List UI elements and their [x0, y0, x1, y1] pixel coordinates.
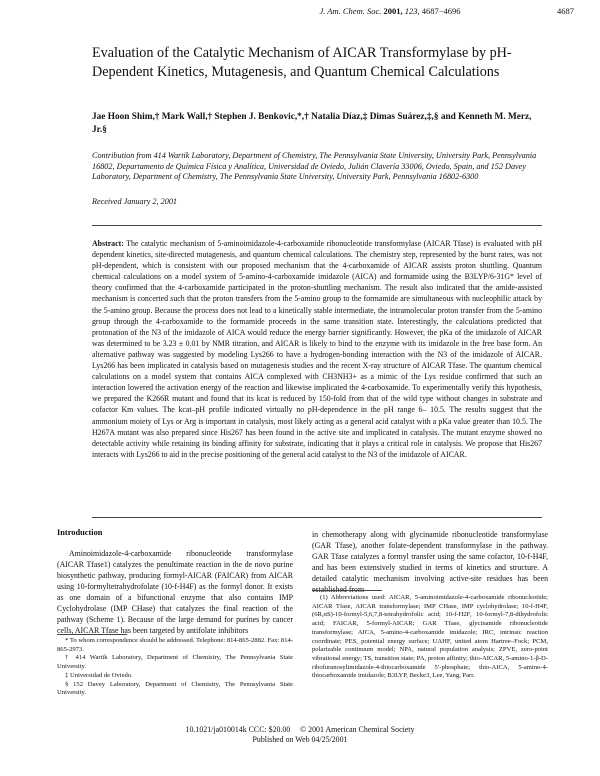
running-header — [0, 6, 600, 20]
affiliations: Contribution from 414 Wartik Laboratory, Department of Chemistry, The Pennsylvania State University, University Park, Pennsylvania 16802, Departamento de Química Física y Analítica, Universidad de Oviedo, Julián Clavería 33006, Oviedo, Spain, and 152 Davey Laboratory, Department of Chemistry, The Pennsylvania State University, University Park, Pennsylvania 16802-6300 — [92, 151, 537, 182]
footnote-affiliation-1: † 414 Wartik Laboratory, Department of Chemistry, The Pennsylvania State University. — [57, 654, 293, 671]
intro-column-left — [57, 527, 293, 636]
section-heading-introduction: Introduction — [57, 528, 103, 537]
footnote-rule-right — [312, 590, 382, 591]
abstract-label: Abstract: — [92, 239, 124, 248]
intro-column-right — [312, 529, 548, 595]
intro-paragraph: Aminoimidazole-4-carboxamide ribonucleotide transformylase (AICAR Tfase1) catalyzes the penultimate reaction in the de novo purine biosynthetic pathway, producing formyl-AICAR (FAICAR) from AICAR using 10-formyltetrahydrofolate (10-f-H4F) as the formyl donor. It exists as one domain of a bifunctional enzyme that also contains IMP Cyclohydrolase (IMP CHase) that catalyzes the final reaction of the pathway (Scheme 1). Because of the large demand for purines by cancer cells, AICAR Tfase has been targeted by antifolate inhibitors — [57, 549, 293, 636]
footnote-correspondence: * To whom correspondence should be addressed. Telephone: 814-865-2882. Fax: 814-865-2973. — [57, 637, 293, 653]
journal-citation — [240, 6, 540, 16]
journal-year: 2001, — [383, 6, 403, 16]
abstract — [92, 238, 542, 460]
abstract-bottom-rule — [92, 517, 542, 518]
footnote-affiliation-3: § 152 Davey Laboratory, Department of Chemistry, The Pennsylvania State University. — [57, 680, 293, 697]
footnote-abbreviations — [312, 594, 548, 681]
paper-title: Evaluation of the Catalytic Mechanism of AICAR Transformylase by pH-Dependent Kinetics, Mutagenesis, and Quantum Chemical Calculations — [92, 45, 512, 80]
footnotes-left — [57, 637, 293, 698]
footnote-affiliation-2: ‡ Universidad de Oviedo. — [65, 671, 133, 679]
footnote-rule-left — [57, 634, 127, 635]
journal-name: J. Am. Chem. Soc. — [319, 6, 382, 16]
journal-volume: 123, — [404, 6, 420, 16]
doi-line: 10.1021/ja010014k CCC: $20.00 © 2001 American Chemical Society — [185, 725, 415, 734]
abstract-text: The catalytic mechanism of 5-aminoimidazole-4-carboxamide ribonucleotide transformylase (AICAR Tfase) is evaluated with pH dependent kinetics, site-directed mutagenesis, and quantum chemical calculations. The chemistry step, represented by the burst rates, was not pH-dependent, which is consistent with our proposed mechanism that the 4-carboxamide of AICAR assists proton shuttling. Quantum chemical calculations on a model system of 5-amino-4-carboxamide imidazole (AICA) and formamide using the B3LYP/6-31G* level of theory confirmed that the 4-carboxamide participated in the proton-shuttling mechanism. The result also indicated that the amide-assisted mechanism is concerted such that the proton transfers from the 5-amino group to the formamide are simultaneous with nucleophilic attack by the 5-amino group. Because the process does not lead to a kinetically stable intermediate, the intramolecular proton transfer from the 5-amino group through the 4-carboxamide to the formamide proceeds in the same transition state. Interestingly, the calculations predicted that protonation of the N3 of the imidazole of AICA would reduce the energy barrier significantly. However, the pKa of the imidazole of AICAR was determined to be 3.23 ± 0.01 by NMR titration, and AICAR is likely to bind to the enzyme with its imidazole in the free base form. An alternative pathway was suggested by modeling Lys266 to have a hydrogen-bonding interaction with the N3 of the imidazole of AICAR. Lys266 has been implicated in catalysis based on mutagenesis studies and the recent X-ray structure of AICAR Tfase. The quantum chemical calculations on a model system that contains AICA complexed with CH3NH3+ as a mimic of the Lys residue confirmed that such an interaction lowered the activation energy of the reaction and likewise implicated the 4-carboxamide. To experimentally verify this hypothesis, we prepared the K266R mutant and found that its kcat is reduced by 150-fold from that of the wild type without changes in substrate and cofactor Km values. The kcat–pH profile indicated virtually no pH-dependence in the pH range 6– 10.5. The results suggest that the ammonium moiety of Lys or Arg is important in catalysis, most likely acting as a general acid catalyst with a pKa value greater than 10.5. The H267A mutant was also prepared since His267 has been found in the active site and implicated in catalysis. The mutant enzyme showed no detectable activity while retaining its binding affinity for substrate, indicating that it plays a critical role in catalysis. We propose that His267 interacts with Lys266 to aid in the precise positioning of the general acid catalyst to the N3 of the imidazole of AICAR. — [92, 239, 542, 459]
page-number: 4687 — [557, 6, 574, 16]
received-date: Received January 2, 2001 — [92, 197, 178, 206]
page-footer — [0, 725, 600, 745]
journal-pages: 4687−4696 — [421, 6, 461, 16]
abstract-top-rule — [92, 225, 542, 226]
published-line: Published on Web 04/25/2001 — [252, 735, 348, 744]
abbreviations-text: (1) Abbreviations used: AICAR, 5-aminoimidazole-4-carboxamide ribonucleotide; AICAR Tfase, AICAR transformylase; IMP CHase, IMP cyclohydrolase; 10-f-H4F, (6R,αS)-10-formyl-5,6,7,8-tetrahydrofolic acid; 10-f-H2F, 10-formyl-7,8-dihydrofolic acid; FAICAR, 5-formyl-AICAR; GAR Tfase, glycinamide ribonucleotide transformylase; AICA, 5-amino-4-carboxamide imidazole; IRC, intrinsic reaction coordinate; PES, potential energy surface; UAHF, united atom Hartree–Fock; PCM, polarizable continuum model; NPA, natural population analysis; ZPVE, zero-point vibrational energy; TS, transition state; PA, proton affinity; thio-AICAR, 5-amino-1-β-D-ribofuranosylimidazole-4-thiocarboxamide 5′-phosphate; thio-AICA, 5-amino-4-thiocarboxamide imidazole; B3LYP, Becke3, Lee, Yang, Parr. — [312, 594, 548, 680]
author-list: Jae Hoon Shim,† Mark Wall,† Stephen J. Benkovic,*,† Natalia Díaz,‡ Dimas Suárez,‡,§ and Kenneth M. Merz, Jr.§ — [92, 112, 532, 135]
intro-paragraph-continued: in chemotherapy along with glycinamide ribonucleotide transformylase (GAR Tfase), another folate-dependent transformylase in the pathway. GAR Tfase catalyzes a formyl transfer using the same cofactor, 10-f-H4F, and has been extensively studied in terms of kinetics and structure. A detailed catalytic mechanism involving active-site residues has been established from — [312, 530, 548, 595]
